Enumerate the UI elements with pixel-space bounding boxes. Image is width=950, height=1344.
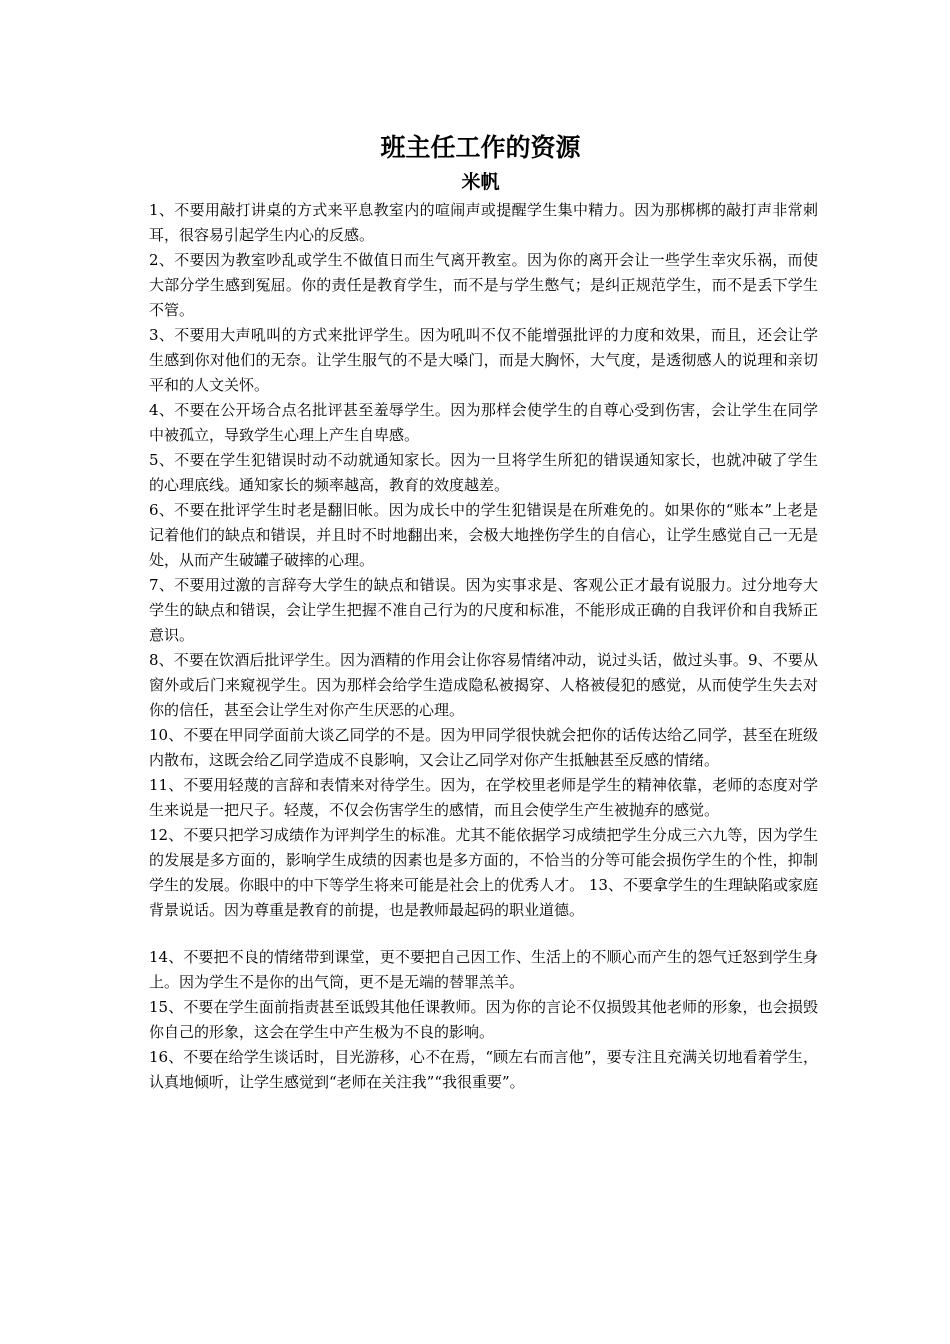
paragraph-8: 8、不要在饮酒后批评学生。因为酒精的作用会让你容易情绪冲动，说过头话，做过头事。9、不要从窗外或后门来窥视学生。因为那样会给学生造成隐私被揭穿、人格被侵犯的感觉，从而使学生失去对你的信任，甚至会让学生对你产生厌恶的心理。 bbox=[149, 651, 818, 719]
paragraph-5: 5、不要在学生犯错误时动不动就通知家长。因为一旦将学生所犯的错误通知家长，也就冲破了学生的心理底线。通知家长的频率越高，教育的效度越差。 bbox=[149, 451, 818, 494]
paragraph-4: 4、不要在公开场合点名批评甚至羞辱学生。因为那样会使学生的自尊心受到伤害，会让学生在同学中被孤立，导致学生心理上产生自卑感。 bbox=[149, 401, 818, 444]
paragraph-12: 14、不要把不良的情绪带到课堂，更不要把自己因工作、生活上的不顺心而产生的怨气迁怒到学生身上。因为学生不是你的出气筒，更不是无端的替罪羔羊。 bbox=[149, 948, 818, 991]
document-author: 米帆 bbox=[461, 171, 500, 193]
paragraph-14: 16、不要在给学生谈话时，目光游移，心不在焉，“顾左右而言他”，要专注且充满关切地看着学生，认真地倾听，让学生感觉到“老师在关注我”“我很重要”。 bbox=[149, 1048, 818, 1091]
document-body bbox=[143, 198, 818, 1095]
document-title: 班主任工作的资源 bbox=[380, 133, 581, 162]
paragraph-13: 15、不要在学生面前指责甚至诋毁其他任课教师。因为你的言论不仅损毁其他老师的形象，也会损毁你自己的形象，这会在学生中产生极为不良的影响。 bbox=[149, 998, 818, 1041]
paragraph-3: 3、不要用大声吼叫的方式来批评学生。因为吼叫不仅不能增强批评的力度和效果，而且，还会让学生感到你对他们的无奈。让学生服气的不是大嗓门，而是大胸怀，大气度，是透彻感人的说理和亲切平和的人文关怀。 bbox=[149, 326, 818, 394]
paragraph-11: 12、不要只把学习成绩作为评判学生的标准。尤其不能依据学习成绩把学生分成三六九等，因为学生的发展是多方面的，影响学生成绩的因素也是多方面的，不恰当的分等可能会损伤学生的个性，抑制学生的发展。你眼中的中下等学生将来可能是社会上的优秀人才。 13、不要拿学生的生理缺陷或家庭背景说话。因为尊重是教育的前提，也是教师最起码的职业道德。 bbox=[149, 826, 818, 919]
document-page bbox=[143, 130, 818, 1095]
paragraph-10: 11、不要用轻蔑的言辞和表情来对待学生。因为，在学校里老师是学生的精神依靠，老师的态度对学生来说是一把尺子。轻蔑，不仅会伤害学生的感情，而且会使学生产生被抛弃的感觉。 bbox=[149, 776, 818, 819]
paragraph-7: 7、不要用过激的言辞夸大学生的缺点和错误。因为实事求是、客观公正才最有说服力。过分地夸大学生的缺点和错误，会让学生把握不准自己行为的尺度和标准，不能形成正确的自我评价和自我矫正意识。 bbox=[149, 576, 818, 644]
paragraph-1: 1、不要用敲打讲桌的方式来平息教室内的喧闹声或提醒学生集中精力。因为那梆梆的敲打声非常刺耳，很容易引起学生内心的反感。 bbox=[149, 201, 818, 244]
paragraph-2: 2、不要因为教室吵乱或学生不做值日而生气离开教室。因为你的离开会让一些学生幸灾乐祸，而使大部分学生感到冤屈。你的责任是教育学生，而不是与学生憋气；是纠正规范学生，而不是丢下学生不管。 bbox=[149, 251, 818, 319]
paragraph-9: 10、不要在甲同学面前大谈乙同学的不是。因为甲同学很快就会把你的话传达给乙同学，甚至在班级内散布，这既会给乙同学造成不良影响，又会让乙同学对你产生抵触甚至反感的情绪。 bbox=[149, 726, 818, 769]
paragraph-6: 6、不要在批评学生时老是翻旧帐。因为成长中的学生犯错误是在所难免的。如果你的“账本”上老是记着他们的缺点和错误，并且时不时地翻出来，会极大地挫伤学生的自信心，让学生感觉自己一无是处，从而产生破罐子破摔的心理。 bbox=[149, 501, 818, 569]
